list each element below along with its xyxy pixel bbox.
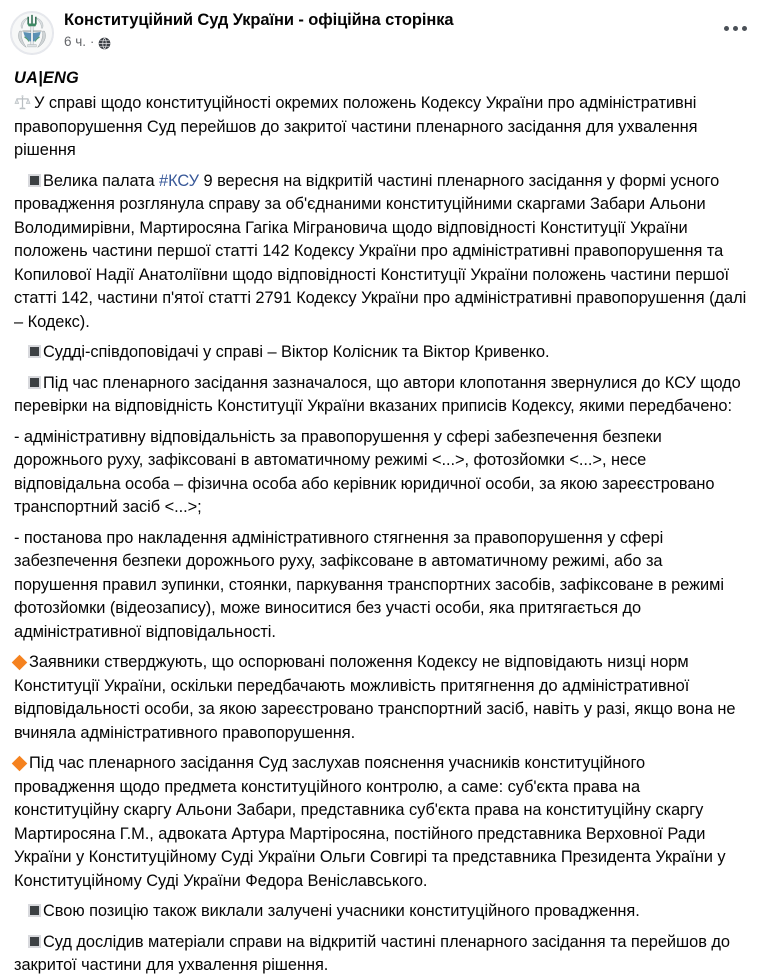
paragraph-text: Заявники стверджують, що оспорювані положення Кодексу не відповідають низці норм Конституції України, оскільки передбачають можливість притягнення до адміністративної відповідальності особи, за якою зареєстровано транспортний засіб, навіть у разі, якщо вона не вчиняла адміністративного правопорушення. — [14, 653, 736, 742]
paragraph-spacer — [14, 365, 749, 372]
meta-separator: · — [90, 34, 95, 49]
post-paragraph-10 — [14, 931, 749, 978]
language-label: UA|ENG — [14, 69, 79, 87]
post-paragraph-8 — [14, 752, 749, 893]
paragraph-text-after: 9 вересня на відкритій частині пленарного засідання у формі усного провадження розглянула справу за об'єднаними конституційними скаргами Забари Альони Володимирівни, Мартиросяна Гагіка Міграновича щодо відповідності Конституції України положень частини першої статті 142 Кодексу України про адміністративні правопорушення та Копилової Надії Анатоліївни щодо відповідності Конституції України положень частини першої статті 142, частини п'ятої статті 2791 Кодексу України про адміністративні правопорушення (далі – Кодекс). — [14, 171, 747, 331]
paragraph-spacer — [14, 520, 749, 527]
post-meta — [64, 33, 453, 51]
scales-of-justice-icon — [14, 94, 31, 111]
post-paragraph-7 — [14, 651, 749, 745]
post-author-block — [64, 9, 453, 51]
paragraph-spacer — [14, 745, 749, 752]
paragraph-text: Суд дослідив матеріали справи на відкритій частині пленарного засідання та перейшов до закритої частини для ухвалення рішення. — [14, 932, 730, 974]
paragraph-spacer — [14, 893, 749, 900]
paragraph-text: Під час пленарного засідання Суд заслухав пояснення учасників конституційного провадження щодо предмета конституційного контролю, а саме: суб'єкта права на конституційну скаргу Альони Забари, представника суб'єкта права на конституційну скаргу Мартиросяна Г.М., адвоката Артура Мартіросяна, постійного представника Верховної Ради України у Конституційному Суді України Ольги Совгирі та представника Президента України у Конституційному Суді України Федора Веніславського. — [14, 754, 726, 890]
hashtag-link-ksu[interactable]: #КСУ — [159, 171, 200, 190]
dot — [724, 26, 729, 31]
post-paragraph-6 — [14, 527, 749, 645]
square-bullet-icon — [14, 374, 43, 389]
orange-diamond-bullet-icon — [12, 756, 28, 772]
paragraph-spacer — [14, 163, 749, 170]
post-header — [0, 0, 763, 56]
paragraph-text: - постанова про накладення адміністративного стягнення за правопорушення у сфері забезпечення безпеки дорожнього руху, зафіксоване в автоматичному режимі, або за порушення правил зупинки, стоянки, паркування транспортних засобів, зафіксоване в режимі фотозйомки (відеозапису), може виноситися без участі особи, яка притягається до адміністративної відповідальності. — [14, 528, 724, 641]
paragraph-text: Під час пленарного засідання зазначалося, що автори клопотання звернулися до КСУ щодо перевірки на відповідність Конституції України вказаних приписів Кодексу, якими передбачено: — [14, 373, 741, 415]
dot — [733, 26, 738, 31]
paragraph-text: Судді-співдоповідачі у справі – Віктор Колісник та Віктор Кривенко. — [43, 343, 550, 361]
square-bullet-icon — [14, 933, 43, 948]
court-emblem-graphic — [11, 12, 53, 54]
paragraph-text: - адміністративну відповідальність за правопорушення у сфері забезпечення безпеки дорожнього руху, зафіксовані в автоматичному режимі <...>, фотозйомки <...>, несе відповідальна особа – фізична особа або керівник юридичної особи, за якою зареєстровано транспортний засіб <...>; — [14, 427, 715, 516]
paragraph-text-before: Велика палата — [43, 171, 160, 190]
square-bullet-icon — [14, 902, 43, 917]
post-paragraph-3 — [14, 341, 749, 365]
post-paragraph-5 — [14, 426, 749, 520]
post-paragraph-9 — [14, 900, 749, 924]
globe-icon[interactable] — [98, 37, 111, 50]
square-bullet-icon — [14, 172, 43, 187]
post-paragraph-1 — [14, 91, 749, 163]
orange-diamond-bullet-icon — [12, 655, 28, 671]
post-body — [0, 56, 763, 978]
paragraph-spacer — [14, 924, 749, 931]
court-emblem-avatar[interactable] — [10, 11, 54, 55]
paragraph-spacer — [14, 334, 749, 341]
dot — [742, 26, 747, 31]
paragraph-text: Свою позицію також виклали залучені учасники конституційного провадження. — [43, 902, 640, 920]
post-timestamp[interactable]: 6 ч. — [64, 34, 87, 49]
paragraph-spacer — [14, 419, 749, 426]
page-name[interactable]: Конституційний Суд України - офіційна сторінка — [64, 11, 454, 29]
paragraph-spacer — [14, 644, 749, 651]
post-paragraph-4 — [14, 372, 749, 419]
paragraph-text: У справі щодо конституційності окремих положень Кодексу України про адміністративні правопорушення Суд перейшов до закритої частини пленарного засідання для ухвалення рішення — [14, 94, 698, 159]
more-options-icon[interactable] — [720, 22, 751, 35]
post-paragraph-2 — [14, 170, 749, 335]
square-bullet-icon — [14, 343, 43, 358]
